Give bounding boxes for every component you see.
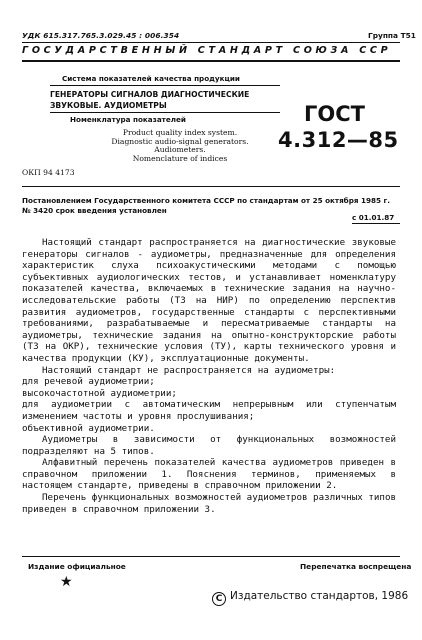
reprint-prohibited: Перепечатка воспрещена bbox=[300, 562, 412, 571]
official-edition: Издание официальное bbox=[28, 562, 126, 571]
footer-rule bbox=[22, 556, 400, 557]
exclusion-item: объективной аудиометрии. bbox=[22, 422, 155, 434]
title-rule-mid bbox=[50, 112, 280, 113]
english-line-1: Product quality index system. bbox=[122, 128, 238, 137]
decree-text: Постановлением Государственного комитета СССР по стандартам от 25 октября 1985 г. № 3420 срок введения установлен bbox=[22, 196, 390, 215]
group-code: Группа Т51 bbox=[368, 31, 416, 40]
standard-title: ГОСУДАРСТВЕННЫЙ СТАНДАРТ СОЮЗА ССР bbox=[22, 45, 392, 56]
header-rule-bottom bbox=[22, 60, 400, 62]
udc-code: УДК 615.317.765.3.029.45 : 006.354 bbox=[22, 31, 180, 40]
publisher-line bbox=[212, 590, 408, 606]
gost-label: ГОСТ bbox=[304, 102, 365, 126]
paragraph-appendix-1: Алфавитный перечень показателей качества аудиометров приведен в справочном приложении 1. Пояснения терминов, применяемых в настоящем стандарте, приведены в справочном приложении 2. bbox=[22, 457, 396, 492]
paragraph-types: Аудиометры в зависимости от функциональных возможностей подразделяют на 5 типов. bbox=[22, 434, 396, 457]
publisher-name: Издательство стандартов, 1986 bbox=[230, 590, 409, 602]
title-line-2: ЗВУКОВЫЕ. АУДИОМЕТРЫ bbox=[50, 100, 167, 110]
title-line-1: ГЕНЕРАТОРЫ СИГНАЛОВ ДИАГНОСТИЧЕСКИЕ bbox=[50, 90, 250, 99]
title-rule-top bbox=[50, 85, 280, 86]
star-icon: ★ bbox=[60, 574, 73, 590]
exclusion-item: для аудиометрии с автоматическим непрерывным или ступенчатым изменением частоты и уровня прослушивания; bbox=[22, 399, 396, 422]
gost-number: 4.312—85 bbox=[278, 128, 399, 152]
body-text bbox=[22, 237, 396, 515]
paragraph-scope: Настоящий стандарт распространяется на диагностические звуковые генераторы сигналов - аудиометры, предназначенные для определения характеристик слуха психоакустическими методами с помощью субъективных аудиологических тестов, и устанавливает номенклатуру показателей качества, включаемых в технические задания на научно-исследовательские работы (ТЗ на НИР) по определению перспектив развития аудиометров, государственные стандарты с перспективными требованиями, разрабатываемые и пересматриваемые стандарты на аудиометры, технические задания на опытно-конструкторские работы (ТЗ на ОКР), технические условия (ТУ), карты технического уровня и качества продукции (КУ), эксплуатационные документы. bbox=[22, 237, 396, 364]
paragraph-exclusions: Настоящий стандарт не распространяется на аудиометры: bbox=[42, 364, 336, 376]
english-line-3: Nomenclature of indices bbox=[132, 153, 228, 163]
okp-rule bbox=[22, 186, 400, 187]
paragraph-appendix-3: Перечень функциональных возможностей аудиометров различных типов приведен в справочном приложении 3. bbox=[22, 492, 397, 515]
okp-code: ОКП 94 4173 bbox=[22, 168, 75, 177]
english-line-2: Diagnostic audio-signal generators. Audiometers. bbox=[111, 136, 249, 155]
exclusion-item: для речевой аудиометрии; bbox=[22, 376, 155, 388]
exclusion-item: высокочастотной аудиометрии; bbox=[22, 387, 177, 399]
date-underline bbox=[352, 223, 400, 224]
quality-system-line: Система показателей качества продукции bbox=[62, 74, 240, 83]
copyright-icon: C bbox=[212, 592, 226, 606]
document-title bbox=[50, 90, 249, 111]
effective-date: с 01.01.87 bbox=[352, 213, 395, 222]
header-rule-top bbox=[22, 42, 400, 43]
nomenclature-line: Номенклатура показателей bbox=[70, 115, 186, 124]
english-title bbox=[85, 129, 275, 163]
